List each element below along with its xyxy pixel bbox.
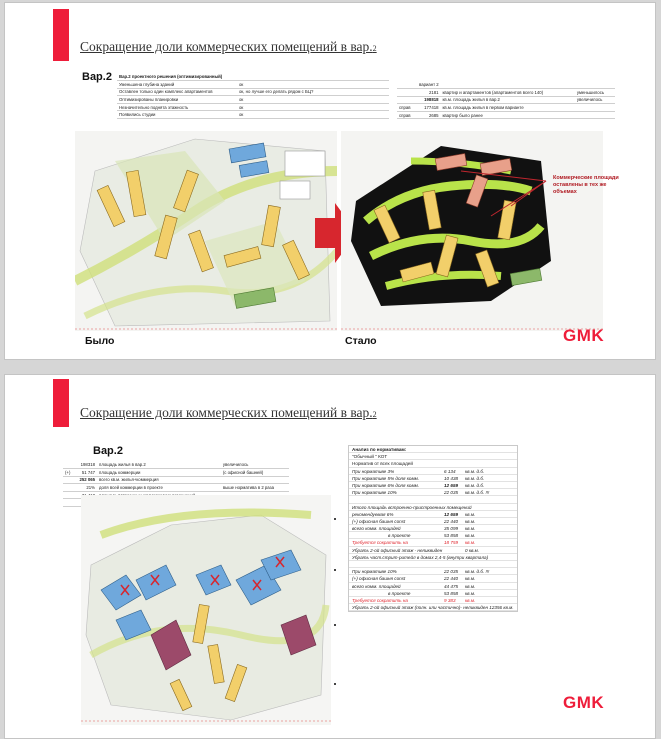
site-plan-variant-2 [81, 495, 331, 725]
table-row: При нормативе 3% 6 134 кв.м. д.б. [349, 468, 517, 475]
table-row [349, 561, 517, 568]
table-row: в проекте 53 858 кв.м. [349, 532, 517, 539]
table-row: Убрать част.стрит-ритейл в домах 2,4-5 (внутри квартала) [349, 554, 517, 561]
commercial-area-annotation: Коммерческие площади оставлены в тех же объемах [553, 175, 619, 195]
table-row: Незначительно поднята этажность ок [117, 103, 389, 111]
table-row: Оставлен только один комплекс апартаментов ок, но лучше его делать рядом с БЦ? [117, 88, 389, 96]
table-row: Убрать 2-ой офисный этаж (полн. или частично)- неликвиден 12356 кв.м. [349, 604, 517, 611]
variant-summary-table [117, 73, 389, 119]
table-row: При нормативе 5% доля комм. 10 438 кв.м. д.б. [349, 475, 517, 482]
table-row: 198818 кв.м. площадь жилья в вар.2 увеличилось [397, 96, 615, 104]
table-row: рекомендуемая 6% 12 659 кв.м. [349, 511, 517, 518]
accent-bar [53, 379, 69, 427]
table-row: Убрать 2-ой офисный этаж - неликвиден 0 кв.м. [349, 547, 517, 554]
table-row: (+) офисная башня const 22 440 кв.м. [349, 575, 517, 582]
table-row: При нормативе 10% 22 035 кв.м. д.б. !!! [349, 489, 517, 496]
table-row: "Обычный " КОТ [349, 453, 517, 460]
table-row: Оптимизированы планировки ок [117, 96, 389, 104]
norms-analysis-table [348, 445, 518, 612]
slide-title: Сокращение доли коммерческих помещений в вар.2 [80, 405, 377, 420]
table-header: вариант 2 [417, 81, 615, 89]
table-row: (+) офисная башня const 22 440 кв.м. [349, 518, 517, 525]
table-row: 198318 площадь жилья в вар.2 увеличилось [63, 461, 289, 469]
table-row: 2181 квартир и апартаментов (апартаментов всего 140) уменьшилось [397, 89, 615, 97]
variant-2-figures-table [397, 81, 615, 119]
bullet-marker [334, 518, 336, 520]
bullet-marker [334, 683, 336, 685]
table-row: всего комм. площадей 44 475 кв.м. [349, 583, 517, 590]
table-row: (+) 51 747 площадь коммерции (с офисной башней) [63, 469, 289, 477]
slide-title: Сокращение доли коммерческих помещений в вар.2 [80, 39, 377, 54]
variant-label: Вар.2 [93, 445, 123, 457]
table-row: 21% доля всей коммерции в проекте выше норматива в 2 раза [63, 484, 289, 492]
caption-before: Было [85, 335, 115, 347]
table-row [349, 496, 517, 503]
gmk-logo: GMK [563, 326, 605, 345]
table-row: в проекте 53 858 кв.м. [349, 590, 517, 597]
gmk-logo: GMK [563, 693, 605, 712]
table-row: Требуется сократить на 9 383 кв.м. [349, 597, 517, 604]
accent-bar [53, 9, 69, 61]
table-row: справ 177418 кв.м. площадь жилья в первом варианте [397, 104, 615, 112]
table-row: Норматив от всех площадей [349, 460, 517, 467]
bullet-marker [334, 624, 336, 626]
site-plan-after [341, 131, 603, 331]
table-row: всего комм. площадей 35 099 кв.м. [349, 525, 517, 532]
caption-after: Стало [345, 335, 377, 347]
table-row: 252 065 всего кв.м. жилья+коммерция [63, 476, 289, 484]
variant-label: Вар.2 [82, 71, 112, 83]
slide-2 [4, 374, 656, 739]
table-row: Итого площадь встроенно-пристроенных помещений [349, 504, 517, 511]
table-row: Требуется сократить на 18 759 кв.м. [349, 539, 517, 546]
table-row: справ 2685 квартир было ранее [397, 111, 615, 119]
bullet-marker [334, 569, 336, 571]
table-row: Анализ по нормативам: [349, 446, 517, 453]
table-row: При нормативе 10% 22 035 кв.м. д.б. !!! [349, 568, 517, 575]
table-row: Уменьшена глубина зданий ок [117, 81, 389, 89]
site-plan-before [75, 131, 337, 331]
table-row: При нормативе 6% доля комм. 12 659 кв.м. д.б. [349, 482, 517, 489]
table-row: Появились студии ок [117, 111, 389, 119]
slide-1 [4, 2, 656, 360]
table-header: Вар.2 проектного решения (оптимизированный) [117, 73, 389, 81]
